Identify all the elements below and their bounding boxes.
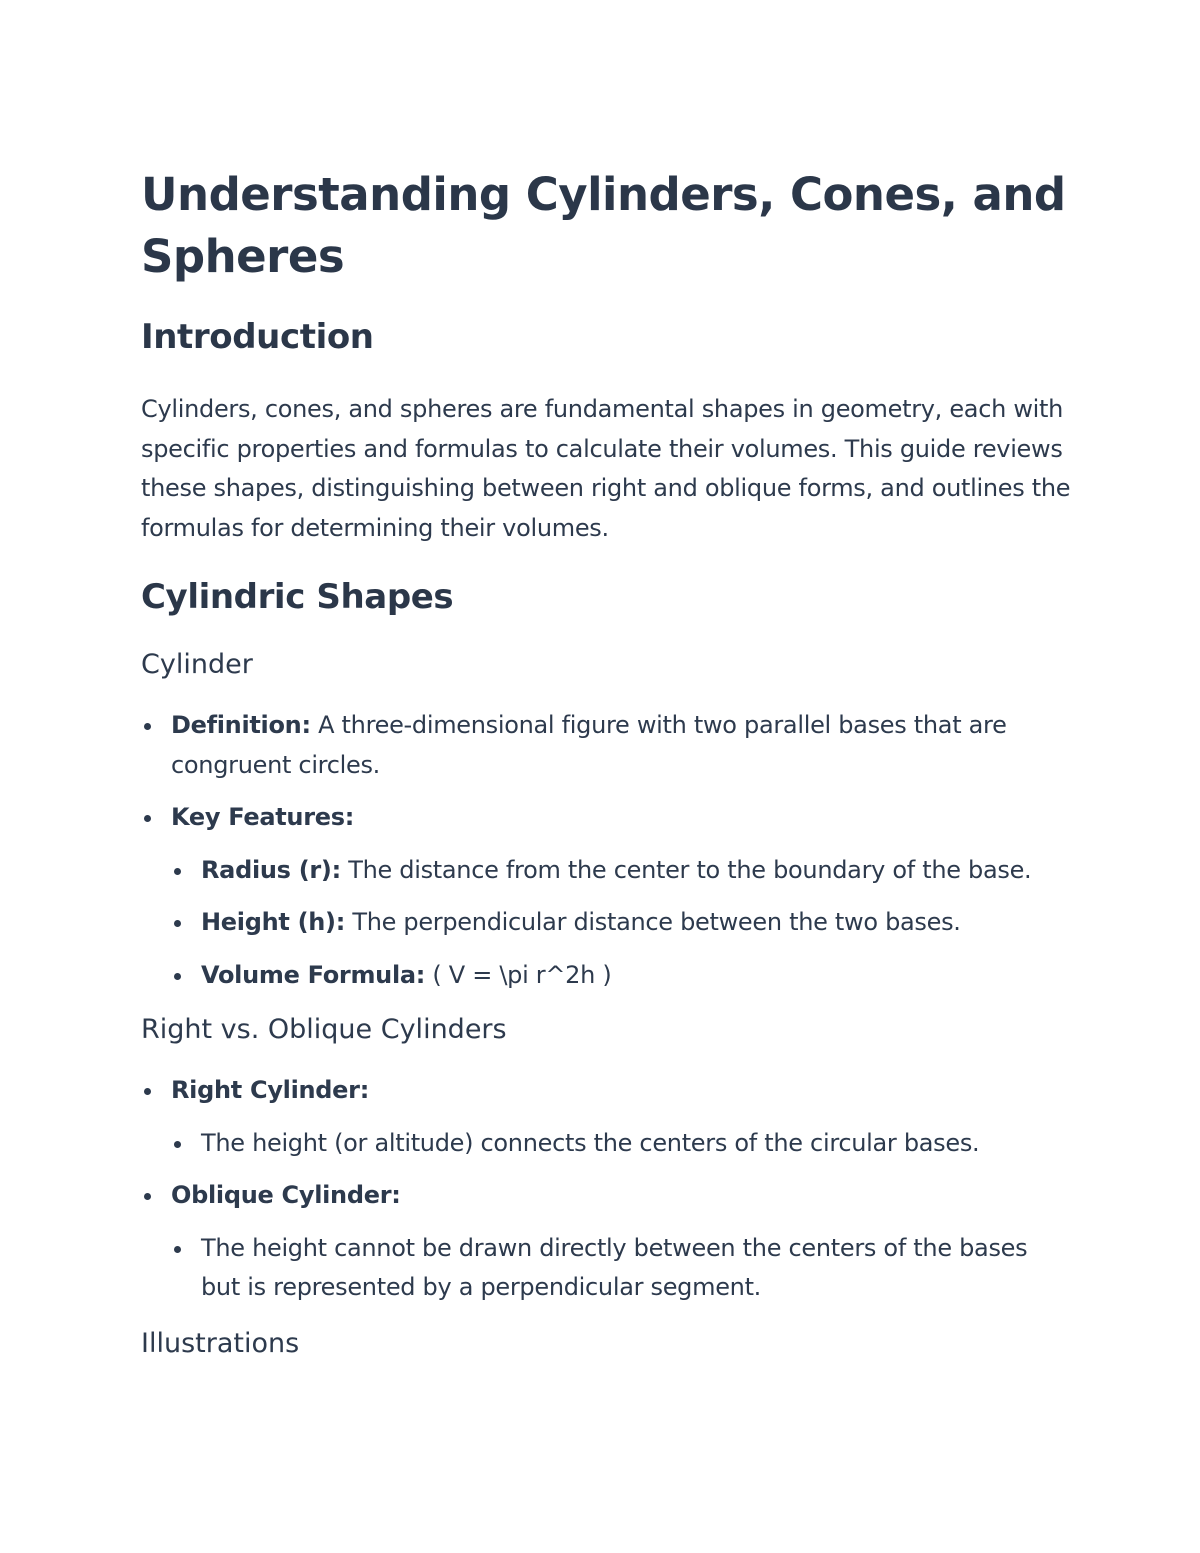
height-label: Height (h): [201,908,346,936]
bullet-icon [144,723,151,730]
list-item-oblique-cylinder [141,1176,1071,1216]
oblique-cylinder-label: Oblique Cylinder: [171,1181,401,1209]
bullet-icon [174,973,181,980]
document-page [141,164,1071,1363]
list-item-oblique-cylinder-text [141,1229,1071,1308]
cylinder-subheading: Cylinder [141,649,253,680]
right-vs-oblique-subheading: Right vs. Oblique Cylinders [141,1014,507,1045]
right-vs-oblique-list [141,1071,1071,1308]
bullet-icon [174,920,181,927]
volume-formula-text: ( V = \pi r^2h ) [425,960,612,989]
list-item-right-cylinder [141,1071,1071,1111]
list-item-height [141,903,1071,943]
definition-label: Definition: [171,711,311,739]
cylindric-shapes-heading: Cylindric Shapes [141,577,454,617]
illustrations-subheading: Illustrations [141,1327,300,1359]
bullet-icon [144,1193,151,1200]
volume-formula-label: Volume Formula: [201,960,426,989]
bullet-icon [174,868,181,875]
cylinder-list [141,706,1071,995]
bullet-icon [144,1088,151,1095]
right-cylinder-text: The height (or altitude) connects the centers of the circular bases. [201,1128,980,1157]
definition-text: A three-dimensional figure with two parallel bases that are congruent circles. [171,711,1007,779]
bullet-icon [144,815,151,822]
introduction-heading: Introduction [141,317,374,357]
height-text: The perpendicular distance between the two bases. [345,908,961,936]
list-item-radius [141,851,1071,891]
key-features-label: Key Features: [171,803,355,831]
page-title: Understanding Cylinders, Cones, and Spheres [141,168,1066,283]
radius-label: Radius (r): [201,855,341,884]
right-cylinder-label: Right Cylinder: [171,1076,369,1104]
list-item-right-cylinder-text [141,1124,1071,1164]
bullet-icon [174,1141,181,1148]
bullet-icon [174,1246,181,1253]
list-item-key-features [141,798,1071,838]
list-item-volume-formula [141,956,1071,996]
introduction-paragraph: Cylinders, cones, and spheres are fundamental shapes in geometry, each with specific properties and formulas to calculate their volumes. This guide reviews these shapes, distinguishing between right and oblique forms, and outlines the formulas for determining their volumes. [141,395,1071,542]
oblique-cylinder-text: The height cannot be drawn directly between the centers of the bases but is represented by a perpendicular segment. [201,1233,1028,1301]
list-item-definition [141,706,1071,785]
radius-text: The distance from the center to the boundary of the base. [340,855,1032,884]
